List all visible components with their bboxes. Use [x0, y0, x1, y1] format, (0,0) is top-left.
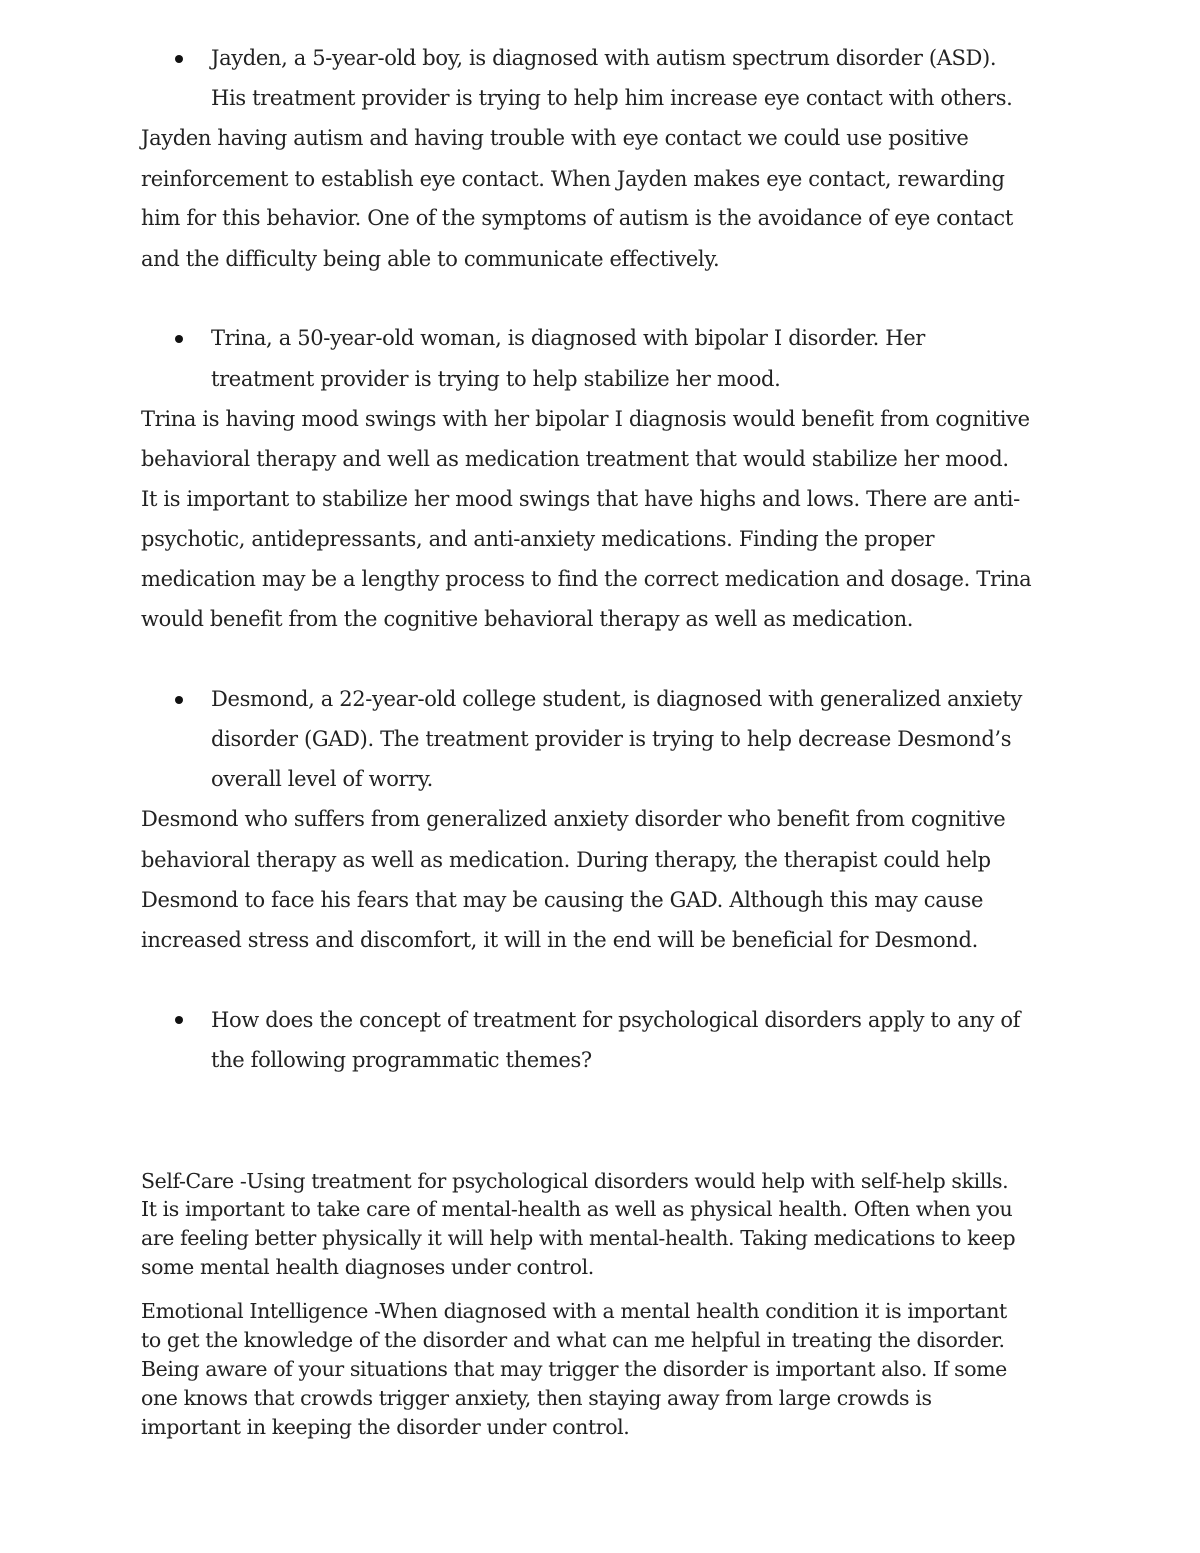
answer-jayden-line-2: reinforcement to establish eye contact. When Jayden makes eye contact, rewarding: [141, 167, 1005, 191]
answer-desmond-line-1: Desmond who suffers from generalized anxiety disorder who benefit from cognitive: [141, 807, 1006, 831]
bullet-marker: [175, 55, 183, 63]
answer-desmond-line-4: increased stress and discomfort, it will in the end will be beneficial for Desmond.: [141, 928, 978, 952]
answer-trina-line-2: behavioral therapy and well as medication treatment that would stabilize her mood.: [141, 447, 1009, 471]
prompt-jayden-line-1: Jayden, a 5-year-old boy, is diagnosed with autism spectrum disorder (ASD).: [211, 46, 997, 70]
prompt-jayden-line-2: His treatment provider is trying to help him increase eye contact with others.: [211, 86, 1013, 110]
prompt-question-line-1: How does the concept of treatment for psychological disorders apply to any of: [211, 1008, 1021, 1032]
prompt-trina-line-1: Trina, a 50-year-old woman, is diagnosed with bipolar I disorder. Her: [211, 326, 925, 350]
bullet-marker: [175, 335, 183, 343]
self-care-line-1: Self-Care -Using treatment for psychological disorders would help with self-help skills.: [141, 1169, 1009, 1193]
bullet-marker: [175, 1016, 183, 1024]
answer-desmond-line-3: Desmond to face his fears that may be causing the GAD. Although this may cause: [141, 888, 984, 912]
answer-trina-line-4: psychotic, antidepressants, and anti-anxiety medications. Finding the proper: [141, 527, 935, 551]
answer-trina-line-3: It is important to stabilize her mood swings that have highs and lows. There are anti-: [141, 487, 1020, 511]
self-care-line-2: It is important to take care of mental-health as well as physical health. Often when you: [141, 1197, 1013, 1221]
emotional-intelligence-line-1: Emotional Intelligence -When diagnosed with a mental health condition it is important: [141, 1299, 1007, 1323]
self-care-line-4: some mental health diagnoses under control.: [141, 1255, 594, 1279]
answer-jayden-line-1: Jayden having autism and having trouble with eye contact we could use positive: [141, 126, 969, 150]
answer-trina-line-5: medication may be a lengthy process to find the correct medication and dosage. Trina: [141, 567, 1032, 591]
prompt-desmond-line-3: overall level of worry.: [211, 767, 433, 791]
bullet-marker: [175, 696, 183, 704]
prompt-trina-line-2: treatment provider is trying to help stabilize her mood.: [211, 367, 781, 391]
emotional-intelligence-line-5: important in keeping the disorder under control.: [141, 1415, 630, 1439]
answer-jayden-line-4: and the difficulty being able to communicate effectively.: [141, 247, 720, 271]
prompt-desmond-line-2: disorder (GAD). The treatment provider is trying to help decrease Desmond’s: [211, 727, 1012, 751]
answer-trina-line-1: Trina is having mood swings with her bipolar I diagnosis would benefit from cognitive: [141, 407, 1030, 431]
answer-trina-line-6: would benefit from the cognitive behavioral therapy as well as medication.: [141, 607, 914, 631]
prompt-question-line-2: the following programmatic themes?: [211, 1048, 592, 1072]
emotional-intelligence-line-2: to get the knowledge of the disorder and what can me helpful in treating the disorder.: [141, 1328, 1005, 1352]
emotional-intelligence-line-3: Being aware of your situations that may trigger the disorder is important also. If some: [141, 1357, 1007, 1381]
prompt-desmond-line-1: Desmond, a 22-year-old college student, is diagnosed with generalized anxiety: [211, 687, 1023, 711]
answer-jayden-line-3: him for this behavior. One of the symptoms of autism is the avoidance of eye contact: [141, 206, 1013, 230]
self-care-line-3: are feeling better physically it will help with mental-health. Taking medications to keep: [141, 1226, 1016, 1250]
emotional-intelligence-line-4: one knows that crowds trigger anxiety, then staying away from large crowds is: [141, 1386, 932, 1410]
answer-desmond-line-2: behavioral therapy as well as medication. During therapy, the therapist could help: [141, 848, 991, 872]
